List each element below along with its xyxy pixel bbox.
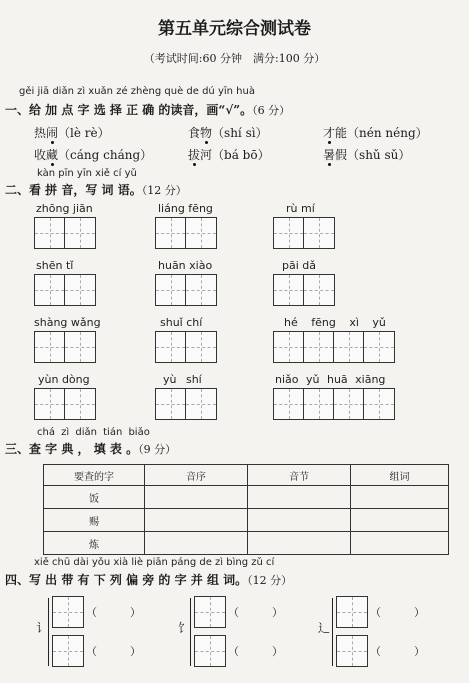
section-3-heading-text: 三、查 字 典 ， 填 表 。 [5, 442, 139, 456]
pinyin-options[interactable]: （nén néng） [347, 126, 428, 140]
column-header: 音节 [248, 465, 351, 486]
char: 闹 [46, 126, 59, 140]
emphasis-dot [328, 163, 331, 166]
answer-bracket[interactable]: （ ） [370, 645, 425, 658]
section-3-pinyin: chá zì diǎn tián biǎo [37, 427, 150, 438]
question-1-item [188, 146, 270, 163]
section-4-score: （12 分） [247, 574, 293, 587]
pinyin-options[interactable]: （shǔ sǔ） [347, 148, 411, 162]
radical: 饣 [178, 621, 191, 635]
emphasis-dot [205, 141, 208, 144]
writing-grid[interactable] [34, 388, 96, 420]
section-3-heading [5, 440, 176, 457]
writing-grid[interactable] [34, 331, 96, 363]
section-1-heading [5, 101, 290, 118]
answer-bracket[interactable]: （ ） [86, 606, 141, 619]
answer-cell[interactable] [145, 509, 248, 532]
word-pinyin: yùn dòng [38, 373, 90, 386]
answer-cell[interactable] [351, 532, 449, 555]
dotted-char [323, 126, 335, 140]
section-4-pinyin: xiě chū dài yǒu xià liè piān páng de zì bìng zǔ cí [34, 557, 275, 568]
bracket-line [190, 598, 191, 666]
column-header: 音序 [145, 465, 248, 486]
word-pinyin: niǎo yǔ huā xiāng [275, 373, 386, 386]
dictionary-table [43, 464, 449, 555]
dotted-char [46, 148, 58, 162]
question-1-item [323, 146, 410, 163]
writing-grid[interactable] [155, 217, 217, 249]
pinyin-options[interactable]: （shí sì） [212, 126, 268, 140]
lookup-char: 赐 [44, 509, 145, 532]
section-2-heading-text: 二、看 拼 音，写 词 语。 [5, 183, 142, 197]
section-2-pinyin: kàn pīn yīn xiě cí yǔ [37, 168, 137, 179]
section-3-score: （9 分） [138, 443, 177, 456]
table-row [44, 509, 449, 532]
radical: 辶 [318, 621, 331, 635]
answer-bracket[interactable]: （ ） [228, 606, 283, 619]
lookup-char: 炼 [44, 532, 145, 555]
question-1-item [34, 124, 110, 141]
bracket-line [332, 598, 333, 666]
question-1-item [323, 124, 428, 141]
question-1-item [34, 146, 152, 163]
answer-bracket[interactable]: （ ） [370, 606, 425, 619]
emphasis-dot [51, 163, 54, 166]
emphasis-dot [51, 141, 54, 144]
writing-grid[interactable] [273, 331, 395, 363]
writing-grid[interactable] [194, 596, 226, 628]
pinyin-options[interactable]: （lè rè） [58, 126, 110, 140]
section-2-heading [5, 181, 187, 198]
char: 收 [34, 148, 47, 162]
dotted-char [188, 148, 200, 162]
char: 拔 [188, 148, 201, 162]
question-1-item [188, 124, 268, 141]
char: 热 [34, 126, 47, 140]
emphasis-dot [193, 163, 196, 166]
section-4-heading-text: 四、写 出 带 有 下 列 偏 旁 的 字 并 组 词。 [5, 573, 248, 587]
word-pinyin: hé fēng xì yǔ [284, 316, 386, 329]
section-1-pinyin: gěi jiā diǎn zì xuǎn zé zhèng què de dú yīn huà [19, 86, 255, 97]
word-pinyin: shàng wǎng [34, 316, 101, 329]
word-pinyin: huān xiào [158, 259, 213, 272]
lookup-char: 饭 [44, 486, 145, 509]
word-pinyin: rù mí [286, 202, 315, 215]
answer-cell[interactable] [248, 532, 351, 555]
writing-grid[interactable] [155, 274, 217, 306]
table-row [44, 532, 449, 555]
char: 物 [200, 126, 213, 140]
answer-bracket[interactable]: （ ） [228, 645, 283, 658]
char: 藏 [46, 148, 59, 162]
page-title: 第五单元综合测试卷 [158, 19, 311, 39]
writing-grid[interactable] [34, 217, 96, 249]
writing-grid[interactable] [34, 274, 96, 306]
writing-grid[interactable] [273, 274, 335, 306]
writing-grid[interactable] [52, 635, 84, 667]
writing-grid[interactable] [155, 331, 217, 363]
table-row [44, 486, 449, 509]
char: 食 [188, 126, 201, 140]
answer-cell[interactable] [248, 509, 351, 532]
pinyin-options[interactable]: （bá bō） [212, 148, 270, 162]
word-pinyin: shēn tǐ [36, 259, 74, 272]
table-header-row [44, 465, 449, 486]
exam-info: （考试时间:60 分钟 满分:100 分） [143, 52, 326, 65]
section-1-score: （6 分） [252, 104, 291, 117]
dotted-char [323, 148, 335, 162]
writing-grid[interactable] [194, 635, 226, 667]
answer-cell[interactable] [248, 486, 351, 509]
bracket-line [48, 598, 49, 666]
word-pinyin: zhōng jiān [36, 202, 93, 215]
writing-grid[interactable] [273, 217, 335, 249]
dotted-char [46, 126, 58, 140]
writing-grid[interactable] [273, 388, 395, 420]
char: 才 [323, 126, 336, 140]
answer-cell[interactable] [351, 486, 449, 509]
answer-cell[interactable] [145, 532, 248, 555]
section-4-heading [5, 571, 292, 588]
writing-grid[interactable] [155, 388, 217, 420]
section-2-score: （12 分） [141, 184, 187, 197]
answer-cell[interactable] [351, 509, 449, 532]
word-pinyin: liáng fēng [158, 202, 213, 215]
answer-bracket[interactable]: （ ） [86, 645, 141, 658]
word-pinyin: shuǐ chí [160, 316, 203, 329]
char: 能 [335, 126, 348, 140]
section-1-heading-text: 一、给 加 点 字 选 择 正 确 的读音，画“√”。 [5, 103, 253, 117]
writing-grid[interactable] [52, 596, 84, 628]
answer-cell[interactable] [145, 486, 248, 509]
word-pinyin: yù shí [163, 373, 202, 386]
emphasis-dot [328, 141, 331, 144]
dotted-char [200, 126, 212, 140]
char: 河 [200, 148, 213, 162]
word-pinyin: pāi dǎ [282, 259, 316, 272]
column-header: 组词 [351, 465, 449, 486]
char: 暑 [323, 148, 336, 162]
column-header: 要查的字 [44, 465, 145, 486]
writing-grid[interactable] [336, 596, 368, 628]
char: 假 [335, 148, 348, 162]
pinyin-options[interactable]: （cáng cháng） [58, 148, 153, 162]
radical: 讠 [36, 621, 49, 635]
writing-grid[interactable] [336, 635, 368, 667]
